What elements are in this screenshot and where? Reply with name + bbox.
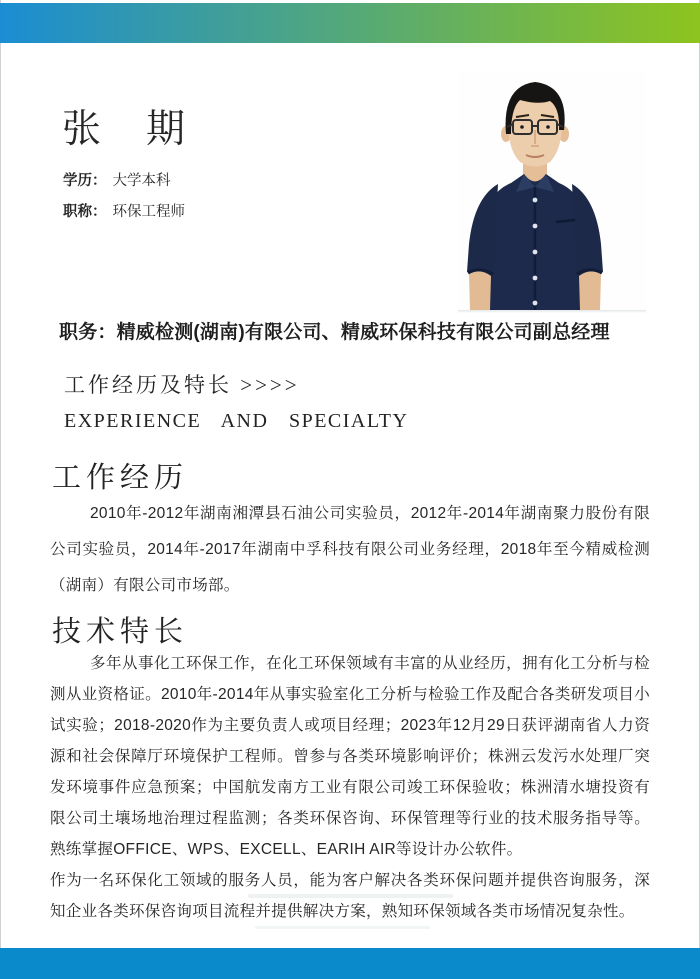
portrait-illustration [458, 72, 646, 310]
specialty-heading: 技术特长 [52, 616, 189, 648]
position-label: 职务： [59, 322, 117, 343]
experience-heading: 工作经历 [52, 462, 189, 494]
faint-scan-artifact [255, 926, 430, 929]
person-name: 张 期 [62, 108, 189, 151]
professional-title-row [63, 200, 185, 221]
section-header [64, 369, 408, 433]
professional-title-label: 职称： [63, 204, 107, 220]
specialty-body [50, 648, 650, 927]
section-header-english: EXPERIENCE AND SPECIALTY [64, 410, 409, 432]
position-row [59, 317, 659, 344]
specialty-paragraph-2: 作为一名环保化工领域的服务人员，能为客户解决各类环保问题并提供咨询服务，深知企业各类环保咨询项目流程并提供解决方案，熟知环保领域各类市场情况复杂性。 [50, 872, 650, 920]
top-gradient-banner [0, 3, 700, 43]
faint-scan-artifact [248, 894, 453, 898]
experience-paragraph: 2010年-2012年湖南湘潭县石油公司实验员，2012年-2014年湖南聚力股份有限公司实验员，2014年-2017年湖南中孚科技有限公司业务经理，2018年至今精威检测（湖南）有限公司市场部。 [50, 505, 650, 594]
position-value: 精威检测(湖南)有限公司、精威环保科技有限公司副总经理 [116, 322, 610, 343]
portrait-photo [458, 72, 646, 310]
section-header-chinese: 工作经历及特长 >>>> [64, 373, 300, 397]
education-value: 大学本科 [112, 173, 171, 189]
education-row [63, 169, 171, 190]
education-label: 学历： [63, 173, 107, 189]
specialty-paragraph-1: 多年从事化工环保工作，在化工环保领域有丰富的从业经历，拥有化工分析与检测从业资格证。2010年-2014年从事实验室化工分析与检验工作及配合各类研发项目小试实验；2018-2020作为主要负责人或项目经理；2023年12月29日获评湖南省人力资源和社会保障厅环境保护工程师。曾参与各类环境影响评价；株洲云发污水处理厂突发环境事件应急预案；中国航发南方工业有限公司竣工环保验收；株洲清水塘投资有限公司土壤场地治理过程监测；各类环保咨询、环保管理等行业的技术服务指导等。熟练掌握OFFICE、WPS、EXCELL、EARIH AIR等设计办公软件。 [50, 655, 650, 858]
bottom-bar [0, 948, 700, 979]
photo-bottom-shadow [458, 310, 646, 313]
professional-title-value: 环保工程师 [112, 204, 185, 220]
experience-body [50, 496, 650, 604]
